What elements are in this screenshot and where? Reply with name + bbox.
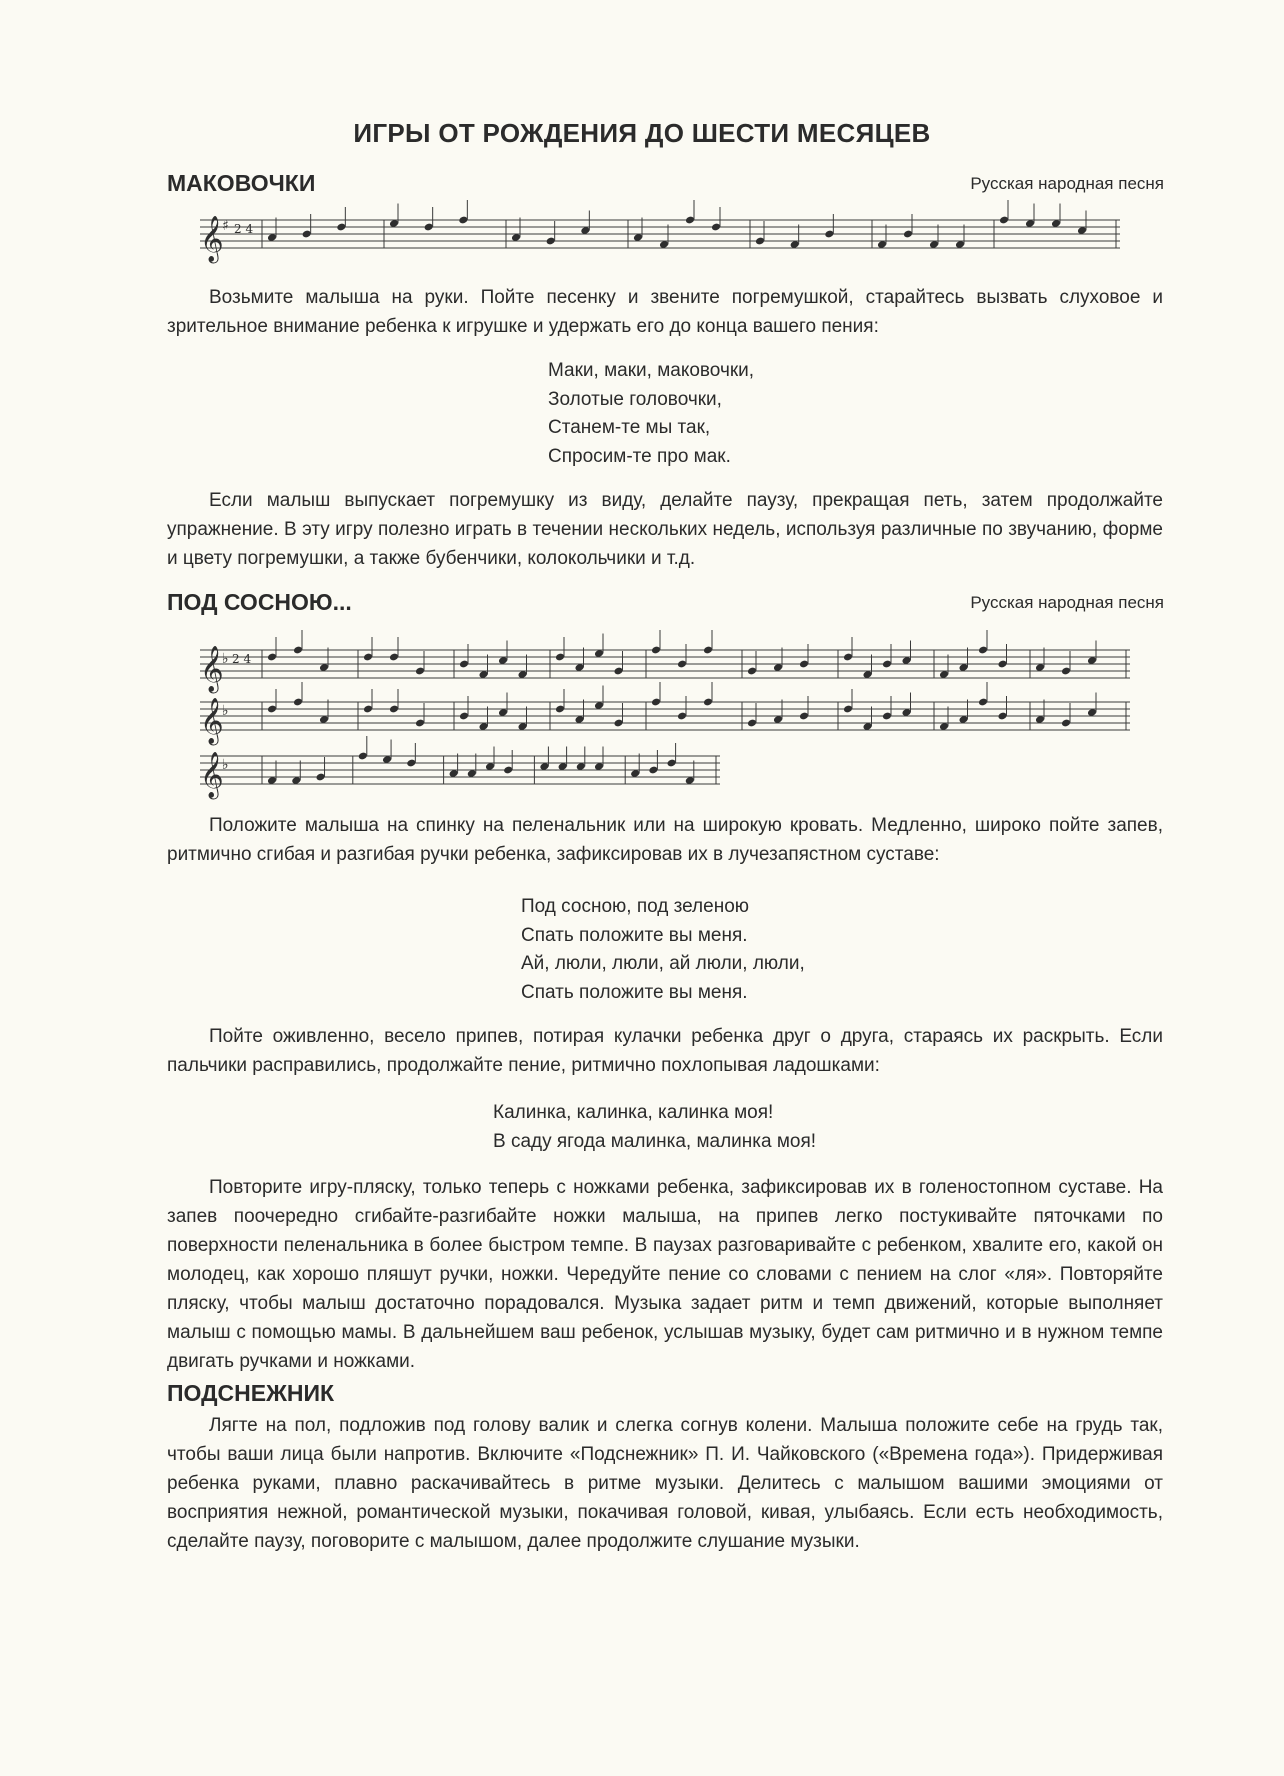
page-title: ИГРЫ ОТ РОЖДЕНИЯ ДО ШЕСТИ МЕСЯЦЕВ bbox=[353, 118, 931, 148]
treble-clef-icon: 𝄞 bbox=[200, 752, 224, 798]
poem-kalinka bbox=[493, 1099, 816, 1156]
key-signature-flat-icon: ♭ bbox=[222, 757, 229, 773]
poem-line: Спать положите вы меня. bbox=[521, 981, 748, 1003]
key-signature-flat-icon: ♭ bbox=[222, 651, 229, 667]
treble-clef-icon: 𝄞 bbox=[200, 698, 224, 744]
poem-pod-sosnoyu bbox=[521, 893, 805, 1007]
key-signature-flat-icon: ♭ bbox=[222, 703, 229, 719]
time-signature: 2 4 bbox=[232, 652, 252, 666]
paragraph-pod-sosnoyu-3: Повторите игру-пляску, только теперь с ножками ребенка, зафиксировав их в голеностопном суставе. На запев поочередно сгибайте-разгибайте ножки малыша, на припев легко постукивайте пяточками по поверхности пеленальника в более быстром темпе. В паузах разговаривайте с ребенком, хвалите его, какой он молодец, как хорошо пляшут ручки, ножки. Чередуйте пение со словами с пением на слог «ля». Повторяйте пляску, чтобы малыш достаточно порадовался. Музыка задает ритм и темп движений, которые выполняет малыш с помощью мамы. В дальнейшем ваш ребенок, услышав музыку, будет сам ритмично и в нужном темпе двигать ручками и ножками. bbox=[167, 1177, 1163, 1372]
section-title-pod-sosnoyu: ПОД СОСНОЮ... bbox=[167, 589, 352, 615]
music-staff-pod-sosnoyu-2 bbox=[200, 692, 1130, 744]
paragraph-makovochki-2: Если малыш выпускает погремушку из виду, делайте паузу, прекращая петь, затем продолжайте упражнение. В эту игру полезно играть в течении нескольких недель, используя различные по звучанию, форме и цвету погремушки, а также бубенчики, колокольчики и т.д. bbox=[167, 490, 1163, 569]
poem-line: Маки, маки, маковочки, bbox=[548, 360, 755, 381]
section-attribution-makovochki: Русская народная песня bbox=[970, 174, 1164, 193]
paragraph-podsnezhnik: Лягте на пол, подложив под голову валик и слегка согнув колени. Малыша положите себе на грудь так, чтобы ваши лица были напротив. Включите «Подснежник» П. И. Чайковского («Времена года»). Придерживая ребенка руками, плавно раскачивайтесь в ритме музыки. Делитесь с малышом вашими эмоциями от восприятия нежной, романтической музыки, покачивая головой, кивая, улыбаясь. Если есть необходимость, сделайте паузу, поговорите с малышом, далее продолжите слушание музыки. bbox=[167, 1415, 1163, 1552]
poem-line: Под сосною, под зеленою bbox=[521, 896, 750, 917]
poem-line: Спать положите вы меня. bbox=[521, 924, 748, 946]
poem-makovochki bbox=[548, 357, 754, 471]
treble-clef-icon: 𝄞 bbox=[200, 646, 224, 692]
poem-line: Ай, люли, люли, ай люли, люли, bbox=[521, 953, 805, 974]
music-staff-pod-sosnoyu-1 bbox=[200, 640, 1130, 692]
key-signature-sharp-icon: ♯ bbox=[222, 218, 229, 234]
time-signature: 2 4 bbox=[234, 222, 254, 236]
poem-line: Станем-те мы так, bbox=[548, 417, 711, 438]
treble-clef-icon: 𝄞 bbox=[200, 216, 224, 262]
poem-line: Калинка, калинка, калинка моя! bbox=[493, 1102, 774, 1123]
section-title-makovochki: МАКОВОЧКИ bbox=[167, 170, 316, 196]
paragraph-makovochki-1: Возьмите малыша на руки. Пойте песенку и звените погремушкой, старайтесь вызвать слуховое и зрительное внимание ребенка к игрушке и удержать его до конца вашего пения: bbox=[167, 287, 1163, 337]
poem-line: В саду ягода малинка, малинка моя! bbox=[493, 1130, 817, 1152]
section-attribution-pod-sosnoyu: Русская народная песня bbox=[970, 593, 1164, 612]
section-title-podsnezhnik: ПОДСНЕЖНИК bbox=[167, 1380, 335, 1406]
paragraph-pod-sosnoyu-2: Пойте оживленно, весело припев, потирая кулачки ребенка друг о друга, стараясь их раскрыть. Если пальчики расправились, продолжайте пение, ритмично похлопывая ладошками: bbox=[167, 1026, 1163, 1076]
poem-line: Спросим-те про мак. bbox=[548, 445, 731, 467]
poem-line: Золотые головочки, bbox=[548, 388, 722, 410]
paragraph-pod-sosnoyu-1: Положите малыша на спинку на пеленальник или на широкую кровать. Медленно, широко пойте запев, ритмично сгибая и разгибая ручки ребенка, зафиксировав их в лучезапястном суставе: bbox=[167, 815, 1163, 865]
music-staff-pod-sosnoyu-3 bbox=[200, 746, 720, 798]
music-staff-makovochki bbox=[200, 210, 1120, 262]
